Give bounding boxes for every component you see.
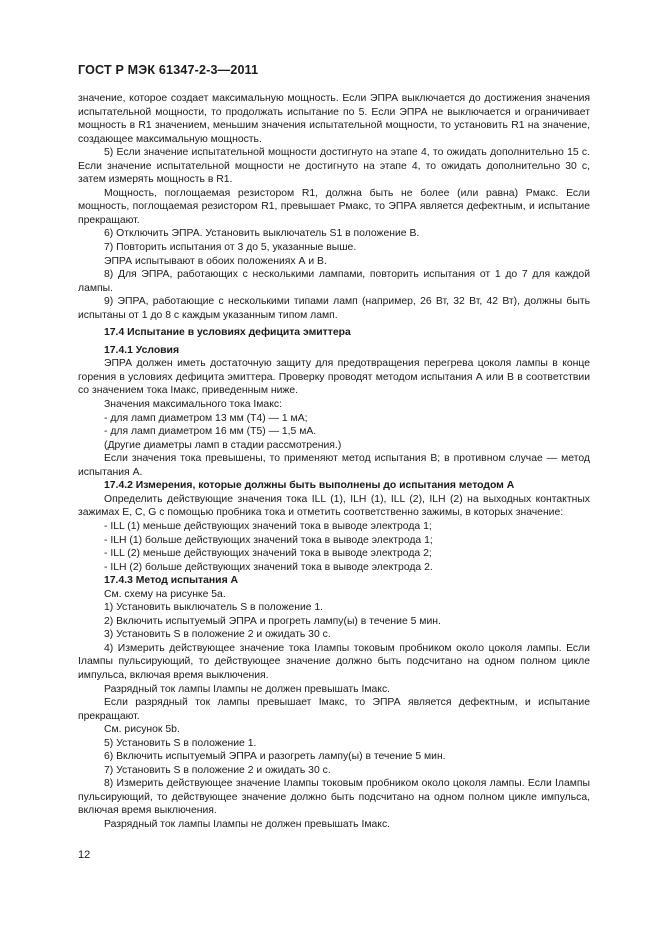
list-item-3: 3) Установить S в положение 2 и ожидать 30 с. xyxy=(104,629,331,641)
section-heading-17-4-1: 17.4.1 Условия xyxy=(104,344,180,356)
document-header: ГОСТ Р МЭК 61347-2-3—2011 xyxy=(78,63,259,77)
list-item-8b: 8) Измерить действующее значение Iлампы токовым пробником около цоколя лампы. Если Iлампы пульсирующий, то действующее значение должно быть подсчитано на одном полном цикле импульса, включая время выключения. xyxy=(78,778,590,817)
list-item-dash: - для ламп диаметром 13 мм (Т4) — 1 мА; xyxy=(104,412,308,424)
list-item-5b: 5) Установить S в положение 1. xyxy=(104,737,257,749)
paragraph: Если значения тока превышены, то применяют метод испытания В; в противном случае — метод испытания А. xyxy=(78,453,590,478)
document-body xyxy=(78,92,590,832)
list-item-4: 4) Измерить действующее значение тока Iлампы токовым пробником около цоколя лампы. Если Iлампы пульсирующий, то действующее значение должно быть подсчитано на одном полном цикле импульса, включая время выключения. xyxy=(78,642,590,681)
list-item-8: 8) Для ЭПРА, работающих с несколькими лампами, повторить испытания от 1 до 7 для каждой лампы. xyxy=(78,269,590,294)
paragraph: Разрядный ток лампы Iлампы не должен превышать Iмакс. xyxy=(104,683,391,695)
list-item-dash: - ILH (2) больше действующих значений тока в выводе электрода 2. xyxy=(104,561,433,573)
list-item-9: 9) ЭПРА, работающие с несколькими типами ламп (например, 26 Вт, 32 Вт, 42 Вт), должны быть испытаны от 1 до 8 с каждым указанным типом ламп. xyxy=(78,296,590,321)
section-heading-17-4-2: 17.4.2 Измерения, которые должны быть выполнены до испытания методом А xyxy=(104,480,515,492)
section-heading-17-4-3: 17.4.3 Метод испытания А xyxy=(104,575,239,587)
page-number: 12 xyxy=(78,849,91,861)
paragraph-note: (Другие диаметры ламп в стадии рассмотрения.) xyxy=(104,439,342,451)
list-item-1: 1) Установить выключатель S в положение 1. xyxy=(104,602,324,614)
paragraph: ЭПРА испытывают в обоих положениях А и В. xyxy=(104,255,327,267)
list-item-6b: 6) Включить испытуемый ЭПРА и разогреть лампу(ы) в течение 5 мин. xyxy=(104,751,446,763)
section-heading-17-4: 17.4 Испытание в условиях дефицита эмиттера xyxy=(104,327,351,339)
paragraph: См. схему на рисунке 5а. xyxy=(104,588,226,600)
list-item-dash: - ILH (1) больше действующих значений тока в выводе электрода 1; xyxy=(104,534,433,546)
list-item-dash: - ILL (2) меньше действующих значений тока в выводе электрода 2; xyxy=(104,548,432,560)
list-item-dash: - ILL (1) меньше действующих значений тока в выводе электрода 1; xyxy=(104,520,432,532)
list-item-5: 5) Если значение испытательной мощности достигнуто на этапе 4, то ожидать дополнительно 15 с. Если значение испытательной мощности не достигнуто на этапе 4, то ожидать дополнительно 30 с, затем измерять мощность в R1. xyxy=(78,147,590,186)
paragraph: значение, которое создает максимальную мощность. Если ЭПРА выключается до достижения значения испытательной мощности, то продолжать испытание по 5. Если ЭПРА не выключается и ограничивает мощность в R1 значением, меньшим значения испытательной мощности, то установить R1 на значение, создающее максимальную мощность. xyxy=(78,93,590,145)
paragraph-max-current: Значения максимального тока Iмакс: xyxy=(104,399,282,411)
paragraph: Разрядный ток лампы Iлампы не должен превышать Iмакс. xyxy=(104,818,391,830)
list-item-dash: - для ламп диаметром 16 мм (Т5) — 1,5 мА. xyxy=(104,426,317,438)
list-item-7b: 7) Установить S в положение 2 и ожидать 30 с. xyxy=(104,764,331,776)
paragraph: См. рисунок 5b. xyxy=(104,724,180,736)
list-item-6: 6) Отключить ЭПРА. Установить выключатель S1 в положение В. xyxy=(104,228,420,240)
paragraph-conditions: ЭПРА должен иметь достаточную защиту для предотвращения перегрева цоколя лампы в конце горения в условиях дефицита эмиттера. Проверку проводят методом испытания А или В в соответствии со значением тока Iмакс, приведенным ниже. xyxy=(78,358,590,397)
paragraph-measurements: Определить действующие значения тока ILL (1), ILH (1), ILL (2), ILH (2) на выходных контактных зажимах Е, С, G с помощью пробника тока и отметить соответственно зажимы, в которых значение: xyxy=(78,493,590,519)
list-item-7: 7) Повторить испытания от 3 до 5, указанные выше. xyxy=(104,242,357,254)
paragraph: Если разрядный ток лампы превышает Iмакс, то ЭПРА является дефектным, и испытание прекращают. xyxy=(78,697,590,722)
paragraph-power: Мощность, поглощаемая резистором R1, должна быть не более (или равна) Pмакс. Если мощность, поглощаемая резистором R1, превышает Pмакс, то ЭПРА является дефектным, и испытание прекращают. xyxy=(78,187,590,226)
list-item-2: 2) Включить испытуемый ЭПРА и прогреть лампу(ы) в течение 5 мин. xyxy=(104,615,441,627)
